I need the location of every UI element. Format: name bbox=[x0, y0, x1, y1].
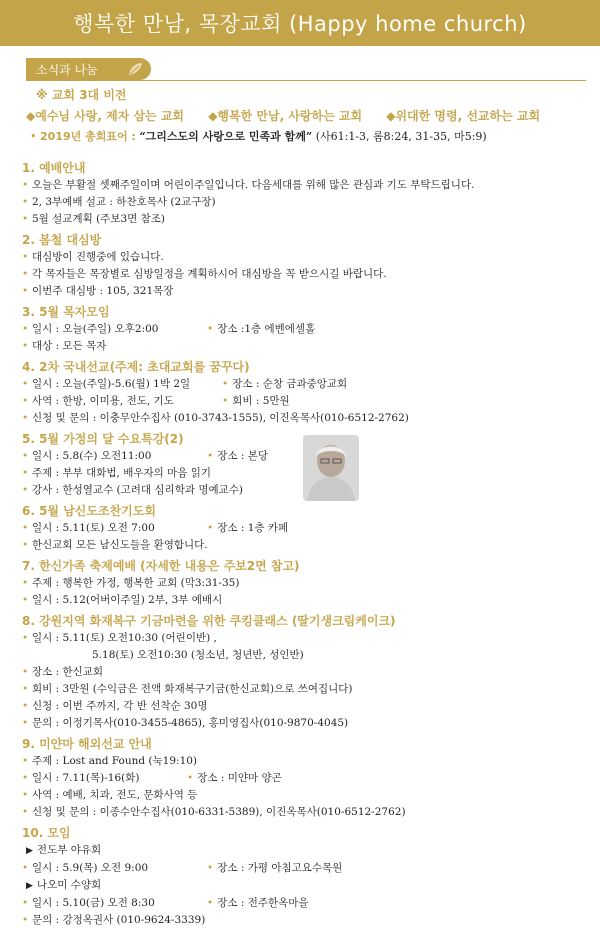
list-item: • 주제 : Lost and Found (눅19:10) bbox=[22, 753, 592, 770]
motto-label: 2019년 총회표어 : bbox=[40, 130, 136, 143]
list-item: • 문의 : 이정기목사(010-3455-4865), 홍미영집사(010-9870-4045) bbox=[22, 715, 592, 732]
list-item: • 5월 설교계획 (주보3면 참조) bbox=[22, 211, 592, 228]
section-domestic-mission bbox=[22, 359, 592, 427]
list-item: • 신청 및 문의 : 이충무안수집사 (010-3743-1555), 이진옥목사(010-6512-2762) bbox=[22, 410, 592, 427]
subheading bbox=[22, 842, 592, 860]
section-title: 2. 봄철 대심방 bbox=[22, 233, 102, 247]
item-text: 사역 : 한방, 이미용, 전도, 기도 bbox=[32, 395, 174, 407]
speaker-photo bbox=[303, 435, 359, 501]
list-item: • 강사 : 한성열교수 (고려대 심리학과 명예교수) bbox=[22, 482, 592, 499]
section-family-festival bbox=[22, 558, 592, 609]
news-tab bbox=[26, 58, 151, 80]
list-item: • 사역 : 예배, 치과, 전도, 문화사역 등 bbox=[22, 787, 592, 804]
item-text: • 장소 : 미얀마 양곤 bbox=[187, 770, 282, 787]
item-text: 일시 : 오늘(주일)-5.6(월) 1박 2일 bbox=[32, 378, 191, 390]
list-item bbox=[22, 895, 592, 912]
item-text: • 장소 : 순창 금과중앙교회 bbox=[222, 376, 347, 393]
triangle-icon: ▶ bbox=[26, 846, 33, 856]
list-item: • 일시 : 5.12(어버이주일) 2부, 3부 예배시 bbox=[22, 592, 592, 609]
item-text: 일시 : 5.10(금) 오전 8:30 bbox=[32, 897, 155, 909]
item-text: 일시 : 5.9(목) 오전 9:00 bbox=[32, 862, 149, 874]
item-text: 일시 : 5.11(토) 오전 7:00 bbox=[32, 522, 155, 534]
divider bbox=[26, 80, 586, 81]
list-item bbox=[22, 520, 592, 537]
motto bbox=[30, 128, 487, 144]
list-item bbox=[22, 393, 592, 410]
section-title: 7. 한신가족 축제예배 (자세한 내용은 주보2면 참고) bbox=[22, 559, 300, 573]
section-title: 10. 모임 bbox=[22, 826, 71, 840]
list-item bbox=[22, 376, 592, 393]
list-item: • 장소 : 한신교회 bbox=[22, 664, 592, 681]
section-visitation bbox=[22, 232, 592, 300]
motto-ref: (사61:1-3, 롬8:24, 31-35, 마5:9) bbox=[315, 130, 487, 143]
vision-item: ◆위대한 명령, 선교하는 교회 bbox=[386, 109, 541, 123]
list-item: • 신청 및 문의 : 이종수안수집사(010-6331-5389), 이진옥목사(010-6512-2762) bbox=[22, 804, 592, 821]
item-text: 일시 : 오늘(주일) 오후2:00 bbox=[32, 323, 159, 335]
section-worship bbox=[22, 160, 592, 228]
motto-quote: “그리스도의 사랑으로 민족과 함께” bbox=[139, 130, 313, 143]
page-title: 행복한 만남, 목장교회 (Happy home church) bbox=[73, 12, 527, 36]
subheading-text: 전도부 야유회 bbox=[36, 844, 102, 856]
portrait-image bbox=[303, 435, 359, 501]
list-item: • 회비 : 3만원 (수익금은 전액 화재복구기금(한신교회)으로 쓰여집니다) bbox=[22, 681, 592, 698]
list-item: • 2, 3부예배 설교 : 하찬호목사 (2교구장) bbox=[22, 194, 592, 211]
section-title: 5. 5월 가정의 달 수요특강(2) bbox=[22, 432, 184, 446]
list-item bbox=[22, 860, 592, 877]
vision-list bbox=[26, 107, 596, 124]
list-item: • 일시 : 5.11(토) 오전10:30 (어린이반) , bbox=[22, 630, 592, 647]
item-text: • 장소 : 가평 아침고요수목원 bbox=[207, 860, 342, 877]
section-title: 4. 2차 국내선교(주제: 초대교회를 꿈꾸다) bbox=[22, 360, 250, 374]
section-cooking-class bbox=[22, 613, 592, 732]
list-item: • 대상 : 모든 목자 bbox=[22, 338, 592, 355]
news-tab-label: 소식과 나눔 bbox=[36, 63, 98, 77]
list-item-continued: 5.18(토) 오전10:30 (청소년, 청년반, 성인반) bbox=[92, 649, 304, 661]
list-item: • 신청 : 이번 주까지, 각 반 선착순 30명 bbox=[22, 698, 592, 715]
item-text: • 장소 : 1층 카페 bbox=[207, 520, 288, 537]
triangle-icon: ▶ bbox=[26, 881, 33, 891]
vision-item: ◆행복한 만남, 사랑하는 교회 bbox=[208, 109, 363, 123]
item-text: • 장소 :1층 에벤에셀홀 bbox=[207, 321, 315, 338]
item-text: • 장소 : 본당 bbox=[207, 448, 268, 465]
subheading bbox=[22, 877, 592, 895]
list-item: • 오늘은 부활절 셋째주일이며 어린이주일입니다. 다음세대를 위해 많은 관심과 기도 부탁드립니다. bbox=[22, 177, 592, 194]
section-shepherd-meeting bbox=[22, 304, 592, 355]
section-mens-prayer bbox=[22, 503, 592, 554]
list-item: • 한신교회 모든 남신도들을 환영합니다. bbox=[22, 537, 592, 554]
section-meetings bbox=[22, 825, 592, 929]
item-text: 일시 : 7.11(목)-16(화) bbox=[32, 772, 140, 784]
list-item bbox=[22, 770, 592, 787]
list-item bbox=[22, 321, 592, 338]
list-item: • 주제 : 부부 대화법, 배우자의 마음 읽기 bbox=[22, 465, 592, 482]
list-item: • 각 목자들은 목장별로 심방일정을 계획하시어 대심방을 꼭 받으시길 바랍니다. bbox=[22, 266, 592, 283]
section-myanmar-mission bbox=[22, 736, 592, 821]
section-title: 3. 5월 목자모임 bbox=[22, 305, 110, 319]
item-text: • 장소 : 전주한옥마을 bbox=[207, 895, 309, 912]
vision-item: ◆예수님 사랑, 제자 삼는 교회 bbox=[26, 109, 185, 123]
list-item: • 주제 : 행복한 가정, 행복한 교회 (막3:31-35) bbox=[22, 575, 592, 592]
motto-bullet: • bbox=[30, 130, 40, 143]
announcements bbox=[22, 160, 592, 933]
list-item: • 대심방이 진행중에 있습니다. bbox=[22, 249, 592, 266]
vision-heading: ※ 교회 3대 비전 bbox=[36, 88, 127, 102]
list-item: • 문의 : 강정옥권사 (010-9624-3339) bbox=[22, 912, 592, 929]
leaf-icon bbox=[127, 61, 143, 77]
item-text: 일시 : 5.8(수) 오전11:00 bbox=[32, 450, 152, 462]
subheading-text: 나오미 수양회 bbox=[36, 879, 102, 891]
section-title: 1. 예배안내 bbox=[22, 161, 86, 175]
section-title: 9. 미얀마 해외선교 안내 bbox=[22, 737, 152, 751]
list-item: • 이번주 대심방 : 105, 321목장 bbox=[22, 283, 592, 300]
item-text: • 회비 : 5만원 bbox=[222, 393, 290, 410]
section-title: 8. 강원지역 화재복구 기금마련을 위한 쿠킹클래스 (딸기생크림케이크) bbox=[22, 614, 396, 628]
section-title: 6. 5월 남신도조찬기도회 bbox=[22, 504, 156, 518]
